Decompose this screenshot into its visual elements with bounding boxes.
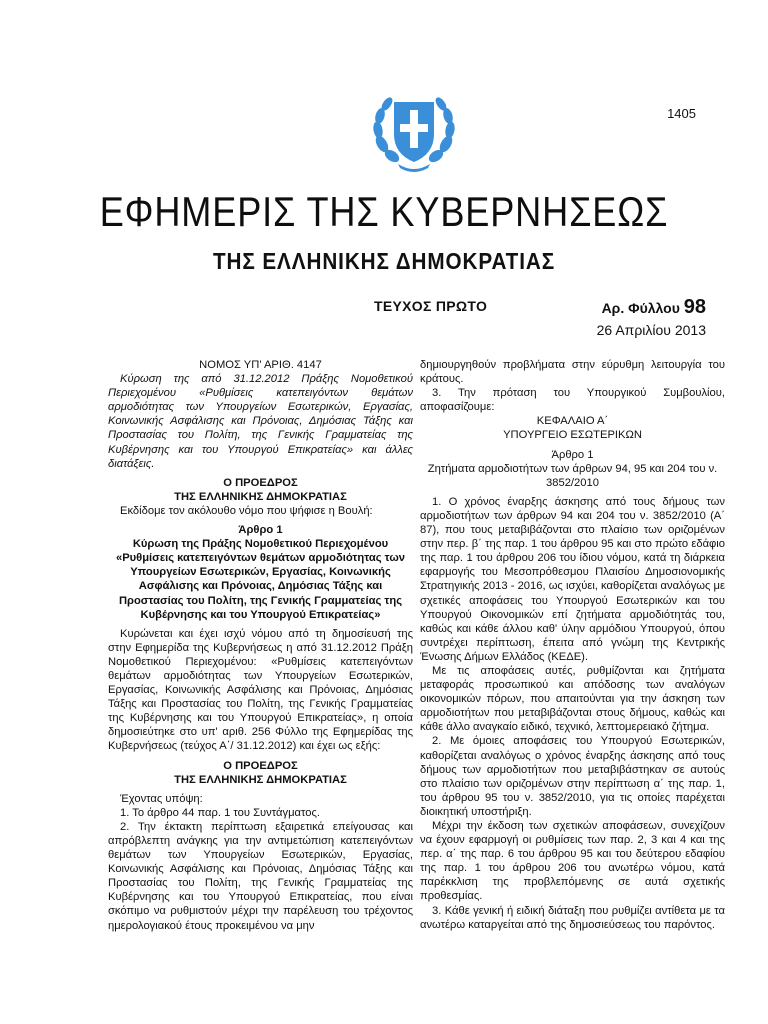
article-title-right: Άρθρο 1 [551,448,594,461]
law-title: ΝΟΜΟΣ ΥΠ' ΑΡΙΘ. 4147 [199,359,322,371]
gazette-subtitle: ΤΗΣ ΕΛΛΗΝΙΚΗΣ ΔΗΜΟΚΡΑΤΙΑΣ [212,248,556,274]
paragraph-3: 3. Κάθε γενική ή ειδική διάταξη που ρυθμίζει αντίθετα με τα ανωτέρω καταργείται από της δημοσιεύσεως του παρόντος. [420,904,725,931]
article-body: Κυρώνεται και έχει ισχύ νόμου από τη δημοσίευσή της στην Εφημερίδα της Κυβερνήσεως η από 31.12.2012 Πράξη Νομοθετικού Περιεχομένου: «Ρυθμίσεις κατεπειγόντων θεμάτων αρμοδιότητας των Υπουργείων Εσωτερικών, Εργασίας, Κοινωνικής Ασφάλισης και Πρόνοιας, Δημόσιας Τάξης και Προστασίας του Πολίτη, της Γενικής Γραμματείας της Κυβέρνησης και του Υπουργού Επικρατείας», η οποία δημοσιεύτηκε στο υπ' αριθ. 256 Φύλλο της Εφημερίδας της Κυβερνήσεως (τεύχος Α΄/ 31.12.2012) και έχει ως εξής: [108,627,413,753]
ministry-heading: ΥΠΟΥΡΓΕΙΟ ΕΣΩΤΕΡΙΚΩΝ [503,429,642,442]
president-heading: Ο ΠΡΟΕΔΡΟΣ [223,476,298,489]
greek-coat-of-arms-icon [368,84,460,176]
paragraph-2b: Μέχρι την έκδοση των σχετικών αποφάσεων, συνεχίζουν να έχουν εφαρμογή οι ρυθμίσεις των παρ. 2, 3 και 4 και της περ. α΄ της παρ. 6 του άρθρου 95 και του δεύτερου εδαφίου της παρ. 1 του άρθρου 206 του ανωτέρω νόμου, κατά παρέκκλιση της προβλεπόμενης σε αυτά σχετικής προθεσμίας. [420,820,725,903]
president-heading-2: Ο ΠΡΟΕΔΡΟΣ [223,759,298,772]
continuation-text: δημιουργηθούν προβλήματα στην εύρυθμη λειτουργία του κράτους. [420,359,725,386]
issue-label: ΤΕΥΧΟΣ ΠΡΩΤΟ [374,298,488,314]
point-3: 3. Την πρόταση του Υπουργικού Συμβουλίου, αποφασίζουμε: [420,387,725,414]
point-1: 1. Το άρθρο 44 παρ. 1 του Συντάγματος. [120,806,320,819]
page-number: 1405 [667,106,696,121]
article-title: Άρθρο 1 [238,524,283,537]
issue-date: 26 Απριλίου 2013 [596,322,706,338]
sheet-number: 98 [683,296,706,318]
republic-heading-2: ΤΗΣ ΕΛΛΗΝΙΚΗΣ ΔΗΜΟΚΡΑΤΙΑΣ [174,773,347,786]
gazette-title: ΕΦΗΜΕΡΙΣ ΤΗΣ ΚΥΒΕΡΝΗΣΕΩΣ [99,188,669,235]
republic-heading: ΤΗΣ ΕΛΛΗΝΙΚΗΣ ΔΗΜΟΚΡΑΤΙΑΣ [174,490,347,503]
paragraph-1: 1. Ο χρόνος έναρξης άσκησης από τους δήμους των αρμοδιοτήτων των άρθρων 94 και 204 του ν. 3852/2010 (Α΄ 87), που τους μεταβιβάζονται στο πλαίσιο των οριζομένων στην περ. β΄ της παρ. 1 του άρθρου 95 και στο πρώτο εδάφιο της παρ. 1 του άρθρου 206 του ίδιου νόμου, κατά τη διάρκεια εφαρμογής του Μεσοπρόθεσμου Πλαισίου Δημοσιονομικής Στρατηγικής 2013 - 2016, ως ισχύει, καθορίζεται αναλόγως με σχετικές αποφάσεις του Υπουργού Εσωτερικών και του Υπουργού Οικονομικών επί ζητήματα αρμοδιότητάς του, καθώς και κάθε άλλου καθ' ύλην αρμόδιου Υπουργού, όπου συντρέχει περίπτωση, έπειτα από γνώμη της Κεντρικής Ένωσης Δήμων Ελλάδος (ΚΕΔΕ). [420,495,725,663]
sheet-label-text: Αρ. Φύλλου [601,300,680,316]
paragraph-2: 2. Με όμοιες αποφάσεις του Υπουργού Εσωτερικών, καθορίζεται αναλόγως ο χρόνος έναρξης άσκησης από τους δήμους των αρμοδιοτήτων που μεταβιβάστηκαν σε αυτούς στο πλαίσιο των οριζομένων στην περίπτωση α΄ της παρ. 1, του άρθρου 95 του ν. 3852/2010, για τις οποίες παρέχεται διοικητική υποστήριξη. [420,735,725,818]
issue-row [110,296,706,320]
article-heading-right: Ζητήματα αρμοδιοτήτων των άρθρων 94, 95 και 204 του ν. 3852/2010 [427,462,718,489]
sheet-number-label [602,296,706,319]
considering-line: Έχοντας υπόψη: [120,792,203,805]
paragraph-1b: Με τις αποφάσεις αυτές, ρυθμίζονται και ζητήματα μεταφοράς προσωπικού και απόδοσης των αναλόγων οικονομικών πόρων, που απαιτούνται για την άσκηση των αρμοδιοτήτων που μεταβιβάζονται στους δήμους, καθώς και κάθε άλλο αναγκαίο ειδικό, τεχνικό, λεπτομερειακό ζήτημα. [420,664,725,734]
chapter-heading: ΚΕΦΑΛΑΙΟ Α΄ [536,415,609,428]
issue-statement: Εκδίδομε τον ακόλουθο νόμο που ψήφισε η Βουλή: [120,504,373,517]
article-heading: Κύρωση της Πράξης Νομοθετικού Περιεχομένου «Ρυθμίσεις κατεπειγόντων θεμάτων αρμοδιότητας των Υπουργείων Εσωτερικών, Εργασίας, Κοινωνικής Ασφάλισης και Πρόνοιας, Δημόσιας Τάξης και Προστασίας του Πολίτη, της Γενικής Γραμματείας της Κυβέρνησης και του Υπουργού Επικρατείας» [115,538,406,621]
law-summary: Κύρωση της από 31.12.2012 Πράξης Νομοθετικού Περιεχομένου «Ρυθμίσεις κατεπειγόντων θεμάτων αρμοδιότητας των Υπουργείων Εσωτερικών, Εργασίας, Κοινωνικής Ασφάλισης και Πρόνοιας, Δημόσιας Τάξης και Προστασίας του Πολίτη, της Γενικής Γραμματείας της Κυβέρνησης και του Υπουργού Επικρατείας» και άλλες διατάξεις. [108,373,413,470]
point-2: 2. Την έκτακτη περίπτωση εξαιρετικά επείγουσας και απρόβλεπτη ανάγκης για την αντιμετώπιση κατεπειγόντων θεμάτων των Υπουργείων Εσωτερικών, Εργασίας, Κοινωνικής Ασφάλισης και Πρόνοιας, Δημόσιας Τάξης και Προστασίας του Πολίτη, της Γενικής Γραμματείας της Κυβέρνησης και του Υπουργού Επικρατείας, που είναι σκόπιμο να ρυθμιστούν μέχρι την παρέλευση του τρέχοντος ημερολογιακού έτους προκειμένου να μην [108,820,413,932]
left-column [108,358,413,933]
right-column [420,358,725,932]
